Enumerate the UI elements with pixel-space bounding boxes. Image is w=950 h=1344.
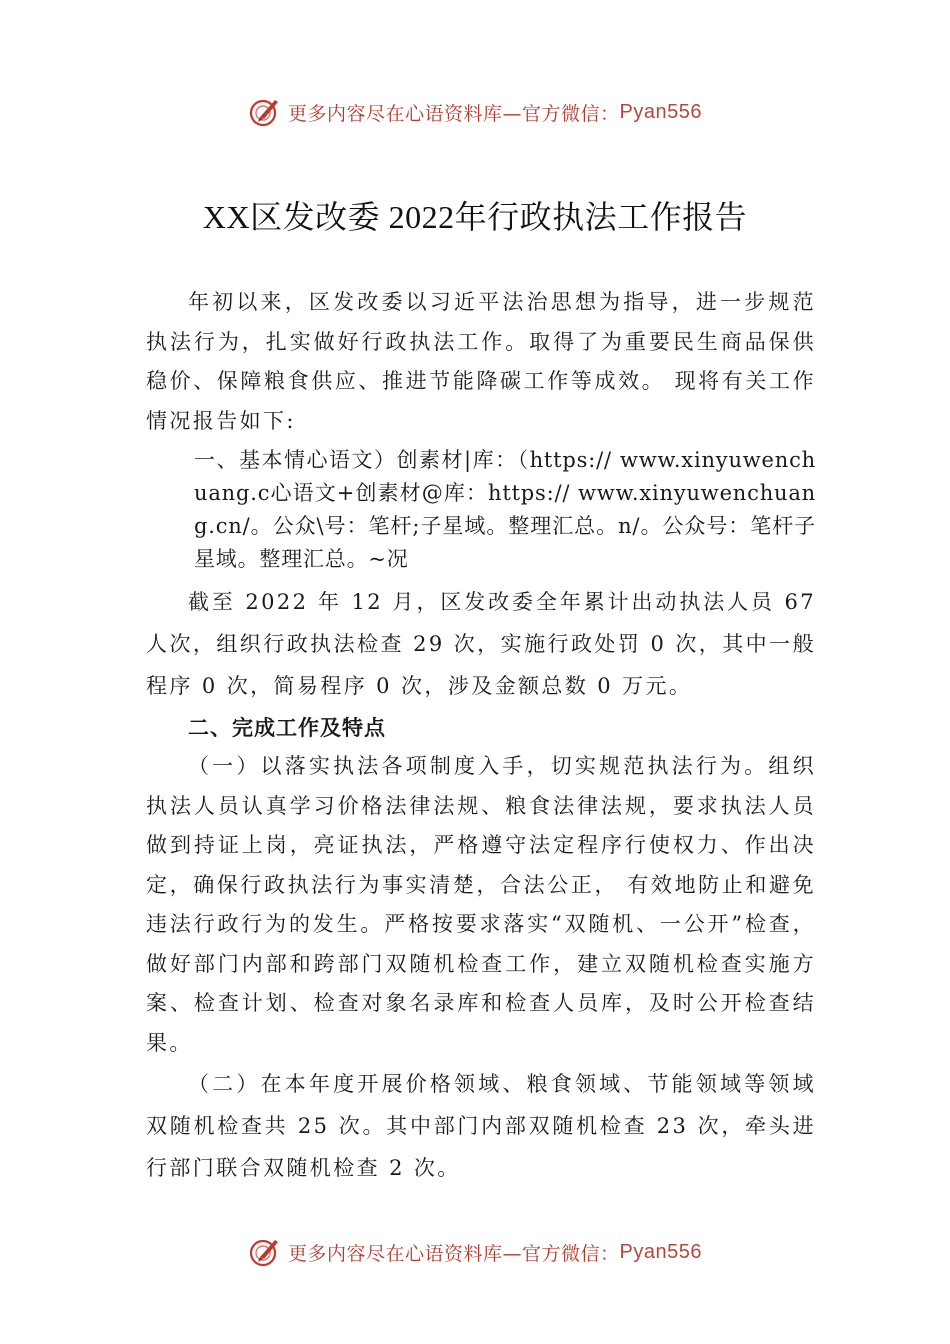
section1-paragraph: 一、基本情心语文）创素材|库：（https:// www.xinyuwenchuang.c心语文+创素材@库：https:// www.xinyuwenchuang.cn/。公众\号：笔杆;子星域。整理汇总。n/。公众号：笔杆子星域。整理汇总。~况 [194,448,816,571]
watermark-wechat-id: Pyan556 [619,100,702,123]
item1-paragraph: （一）以落实执法各项制度入手，切实规范执法行为。组织执法人员认真学习价格法律法规、粮食法律法规，要求执法人员做到持证上岗，亮证执法，严格遵守法定程序行使权力、作出决定，确保行政执法行为事实清楚，合法公正， 有效地防止和避免违法行政行为的发生。严格按要求落实“双随机、一公开”检查，做好部门内部和跨部门双随机检查工作，建立双随机检查实施方案、检查计划、检查对象名录库和检查人员库，及时公开检查结果。 [146,754,816,1055]
watermark-footer [0,1232,950,1272]
intro-paragraph: 年初以来，区发改委以习近平法治思想为指导，进一步规范执法行为，扎实做好行政执法工作。取得了为重要民生商品保供稳价、保障粮食供应、推进节能降碳工作等成效。 现将有关工作情况报告如下: [146,290,816,433]
watermark-text: 更多内容尽在心语资料库—官方微信： [288,102,620,125]
watermark-wechat-id: Pyan556 [619,1240,702,1263]
document-body [146,283,816,1189]
watermark-header [0,92,950,132]
watermark-text: 更多内容尽在心语资料库—官方微信： [288,1242,620,1265]
document-title: XX区发改委 2022年行政执法工作报告 [202,199,748,235]
quill-logo-icon [248,1235,282,1269]
item2-paragraph: （二）在本年度开展价格领域、粮食领域、节能领域等领域双随机检查共 25 次。其中部门内部双随机检查 23 次，牵头进行部门联合双随机检查 2 次。 [146,1072,816,1180]
section2-heading: 二、完成工作及特点 [188,716,386,740]
quill-logo-icon [248,95,282,129]
stats-paragraph: 截至 2022 年 12 月，区发改委全年累计出动执法人员 67 人次，组织行政执法检查 29 次，实施行政处罚 0 次，其中一般程序 0 次，简易程序 0 次，涉及金额总数 0 万元。 [146,590,816,698]
